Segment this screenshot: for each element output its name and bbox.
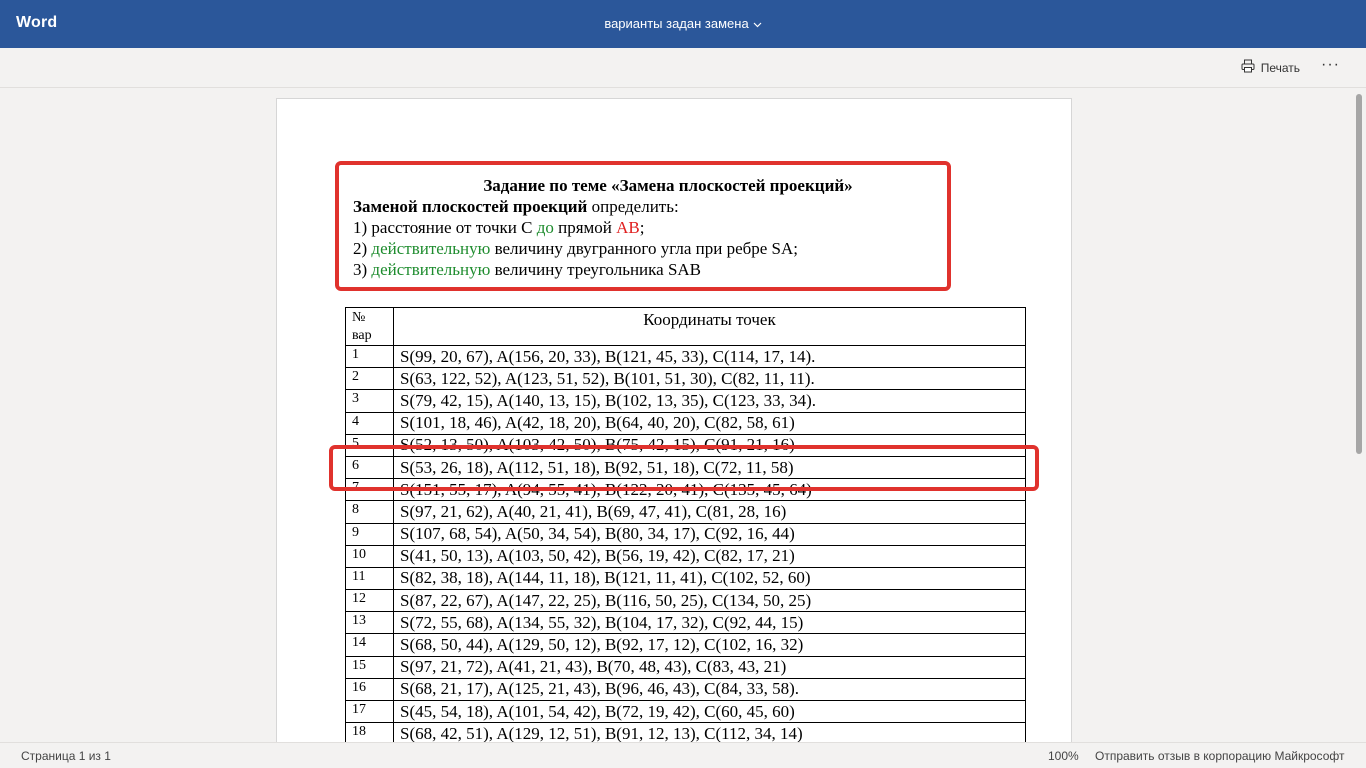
variant-number: 3	[346, 390, 394, 412]
task-item-3-post: величину треугольника SAB	[490, 260, 702, 279]
variant-coordinates: S(68, 21, 17), A(125, 21, 43), B(96, 46, 43), C(84, 33, 58).	[394, 678, 1026, 700]
print-label: Печать	[1260, 60, 1300, 75]
variant-coordinates: S(97, 21, 72), A(41, 21, 43), B(70, 48, 43), C(83, 43, 21)	[394, 656, 1026, 678]
document-page	[276, 98, 1072, 742]
table-row	[346, 723, 1026, 742]
variant-coordinates: S(82, 38, 18), A(144, 11, 18), B(121, 11, 41), C(102, 52, 60)	[394, 567, 1026, 589]
header-variant-number	[346, 308, 394, 346]
variant-number: 12	[346, 590, 394, 612]
document-canvas	[0, 88, 1352, 742]
variant-coordinates: S(68, 42, 51), A(129, 12, 51), B(91, 12, 13), C(112, 34, 14)	[394, 723, 1026, 742]
task-item-2-pre: 2)	[353, 239, 372, 258]
header-num-line1: №	[352, 310, 366, 325]
variant-number: 9	[346, 523, 394, 545]
variant-number: 16	[346, 678, 394, 700]
variant-coordinates: S(63, 122, 52), A(123, 51, 52), B(101, 51, 30), C(82, 11, 11).	[394, 368, 1026, 390]
variant-coordinates: S(53, 26, 18), A(112, 51, 18), B(92, 51, 18), C(72, 11, 58)	[394, 456, 1026, 478]
task-item-2-post: величину двугранного угла при ребре SA;	[490, 239, 799, 258]
variant-coordinates: S(41, 50, 13), A(103, 50, 42), B(56, 19, 42), C(82, 17, 21)	[394, 545, 1026, 567]
coordinates-table	[345, 307, 1026, 742]
task-item-1-red: АВ	[616, 218, 640, 237]
table-row	[346, 678, 1026, 700]
table-row	[346, 634, 1026, 656]
document-title[interactable]	[0, 16, 1366, 31]
task-item-1-post: ;	[639, 218, 645, 237]
highlight-box-variant-6	[329, 445, 1039, 491]
feedback-link[interactable]: Отправить отзыв в корпорацию Майкрософт	[1095, 749, 1345, 763]
status-bar	[0, 742, 1366, 768]
task-item-1-pre: 1) расстояние от точки С	[353, 218, 537, 237]
table-row	[346, 368, 1026, 390]
chevron-down-icon[interactable]	[753, 20, 762, 31]
variant-coordinates: S(101, 18, 46), A(42, 18, 20), B(64, 40, 20), C(82, 58, 61)	[394, 412, 1026, 434]
variant-coordinates: S(87, 22, 67), A(147, 22, 25), B(116, 50, 25), C(134, 50, 25)	[394, 590, 1026, 612]
task-item-3-pre: 3)	[353, 260, 372, 279]
app-name[interactable]: Word	[16, 14, 58, 31]
document-title-text[interactable]: варианты задан замена	[604, 16, 749, 31]
table-row	[346, 701, 1026, 723]
variant-coordinates: S(52, 13, 50), A(103, 42, 50), B(75, 42, 15), C(91, 21, 16)	[394, 434, 1026, 456]
task-item-3-green: действительную	[371, 260, 491, 279]
more-options-icon[interactable]: ···	[1321, 56, 1340, 73]
table-row	[346, 612, 1026, 634]
variant-number: 18	[346, 723, 394, 742]
variant-number: 5	[346, 434, 394, 456]
variant-number: 7	[346, 479, 394, 501]
variant-number: 13	[346, 612, 394, 634]
variant-number: 6	[346, 456, 394, 478]
scrollbar-thumb[interactable]	[1356, 94, 1362, 454]
table-row	[346, 523, 1026, 545]
header-coordinates: Координаты точек	[394, 308, 1026, 346]
table-header-row	[346, 308, 1026, 346]
task-item-1-green: до	[536, 218, 554, 237]
title-bar	[0, 0, 1366, 48]
variant-coordinates: S(68, 50, 44), A(129, 50, 12), B(92, 17, 12), C(102, 16, 32)	[394, 634, 1026, 656]
print-button[interactable]	[1241, 59, 1300, 76]
table-row	[346, 567, 1026, 589]
header-num-line2: вар	[352, 328, 372, 343]
table-row	[346, 346, 1026, 368]
task-title: Задание по теме «Замена плоскостей проекций»	[483, 176, 853, 195]
variant-number: 1	[346, 346, 394, 368]
task-item-1-mid: прямой	[553, 218, 617, 237]
command-bar	[0, 48, 1366, 88]
table-row	[346, 412, 1026, 434]
variant-number: 14	[346, 634, 394, 656]
variant-number: 4	[346, 412, 394, 434]
variant-coordinates: S(79, 42, 15), A(140, 13, 15), B(102, 13, 35), C(123, 33, 34).	[394, 390, 1026, 412]
variant-number: 17	[346, 701, 394, 723]
table-row	[346, 656, 1026, 678]
table-row	[346, 501, 1026, 523]
task-intro-bold: Заменой плоскостей проекций	[353, 197, 588, 216]
variant-number: 8	[346, 501, 394, 523]
table-row	[346, 545, 1026, 567]
printer-icon	[1241, 59, 1255, 76]
variant-number: 2	[346, 368, 394, 390]
variant-number: 11	[346, 567, 394, 589]
highlight-box-task	[335, 161, 951, 291]
variant-coordinates: S(45, 54, 18), A(101, 54, 42), B(72, 19, 42), C(60, 45, 60)	[394, 701, 1026, 723]
variant-coordinates: S(99, 20, 67), A(156, 20, 33), B(121, 45, 33), C(114, 17, 14).	[394, 346, 1026, 368]
variant-coordinates: S(151, 55, 17), A(94, 55, 41), B(122, 20, 41), C(135, 45, 64)	[394, 479, 1026, 501]
table-row	[346, 390, 1026, 412]
page-count: Страница 1 из 1	[21, 749, 111, 763]
task-intro-rest: определить:	[587, 197, 679, 216]
variant-coordinates: S(72, 55, 68), A(134, 55, 32), B(104, 17, 32), C(92, 44, 15)	[394, 612, 1026, 634]
task-item-2-green: действительную	[371, 239, 491, 258]
table-row	[346, 590, 1026, 612]
variant-number: 15	[346, 656, 394, 678]
zoom-level[interactable]: 100%	[1048, 749, 1079, 763]
variant-coordinates: S(97, 21, 62), A(40, 21, 41), B(69, 47, 41), C(81, 28, 16)	[394, 501, 1026, 523]
vertical-scrollbar[interactable]	[1352, 88, 1366, 742]
variant-number: 10	[346, 545, 394, 567]
variant-coordinates: S(107, 68, 54), A(50, 34, 54), B(80, 34, 17), C(92, 16, 44)	[394, 523, 1026, 545]
